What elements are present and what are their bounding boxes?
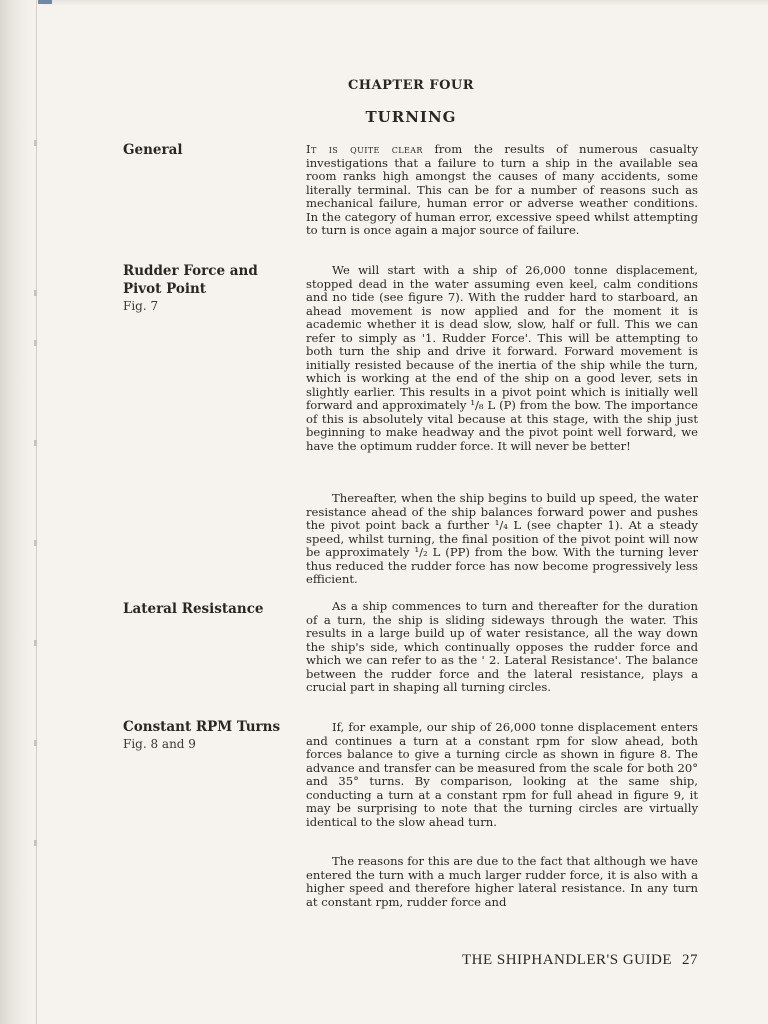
margin-tick: [34, 290, 37, 296]
section-heading-text: Rudder Force and Pivot Point: [123, 263, 258, 297]
margin-tick: [34, 640, 37, 646]
margin-tick: [34, 440, 37, 446]
paragraph-lateral-resistance-1: [306, 600, 698, 695]
paragraph-text: Thereafter, when the ship begins to build up speed, the water resistance ahead of the ship balances forward power and pushes the pivot point back a further ¹/₄ L (see chapter 1). At a steady speed, whilst turning, the final position of the pivot point will now be approximately ¹/₂ L (PP) from the bow. With the turning lever thus reduced the rudder force has now become progressively less efficient.: [306, 491, 698, 586]
figure-reference: Fig. 8 and 9: [123, 737, 196, 751]
paragraph-general-1: [306, 143, 698, 238]
margin-tick: [34, 540, 37, 546]
figure-reference: Fig. 7: [123, 299, 159, 313]
paragraph-text: As a ship commences to turn and thereafter for the duration of a turn, the ship is sliding sideways through the water. This results in a large build up of water resistance, all the way down the ship's side, which continually opposes the rudder force and which we can refer to as the ' 2. Lateral Resistance'. The balance between the rudder force and the lateral resistance, plays a crucial part in shaping all turning circles.: [306, 599, 698, 694]
section-heading-text: General: [123, 142, 183, 158]
margin-tick: [34, 740, 37, 746]
section-heading-lateral-resistance: [123, 600, 293, 618]
paragraph-text: from the results of numerous casualty investigations that a failure to turn a ship in the available sea room ranks high amongst the causes of many accidents, some literally terminal. This can be for a number of reasons such as mechanical failure, human error or adverse weather conditions. In the category of human error, excessive speed whilst attempting to turn is once again a major source of failure.: [306, 142, 698, 237]
page-number: 27: [682, 952, 698, 968]
section-heading-constant-rpm: [123, 718, 293, 752]
page-top-edge: [0, 0, 768, 6]
paragraph-text: We will start with a ship of 26,000 tonne displacement, stopped dead in the water assuming even keel, calm conditions and no tide (see figure 7). With the rudder hard to starboard, an ahead movement is now applied and for the moment it is academic whether it is dead slow, slow, half or full. This we can refer to simply as '1. Rudder Force'. This will be attempting to both turn the ship and drive it forward. Forward movement is initially resisted because of the inertia of the ship while the turn, which is working at the end of the ship on a good lever, sets in slightly earlier. This results in a pivot point which is initially well forward and approximately ¹/₈ L (P) from the bow. The importance of this is absolutely vital because at this stage, with the ship just beginning to make headway and the pivot point well forward, we have the optimum rudder force. It will never be better!: [306, 263, 698, 453]
paragraph-rudder-force-1: [306, 264, 698, 453]
paragraph-text: If, for example, our ship of 26,000 tonne displacement enters and continues a turn at a constant rpm for slow ahead, both forces balance to give a turning circle as shown in figure 8. The advance and transfer can be measured from the scale for both 20° and 35° turns. By comparison, looking at the same ship, conducting a turn at a constant rpm for full ahead in figure 9, it may be surprising to note that the turning circles are virtually identical to the slow ahead turn.: [306, 720, 698, 829]
section-heading-text: Constant RPM Turns: [123, 719, 281, 735]
section-heading-general: [123, 141, 293, 159]
chapter-label: CHAPTER FOUR: [347, 78, 475, 93]
margin-tick: [34, 340, 37, 346]
book-spine-line: [36, 0, 37, 1024]
paragraph-lead-small-caps: It is quite clear: [306, 142, 423, 156]
page-footer: [462, 952, 698, 969]
paragraph-text: The reasons for this are due to the fact that although we have entered the turn with a much larger rudder force, it is also with a higher speed and therefore higher lateral resistance. In any turn at constant rpm, rudder force and: [306, 854, 698, 909]
book-title: THE SHIPHANDLER'S GUIDE: [461, 952, 672, 968]
paragraph-rudder-force-2: [306, 492, 698, 587]
corner-tab-mark: [38, 0, 52, 4]
paragraph-constant-rpm-1: [306, 721, 698, 829]
chapter-title: TURNING: [365, 108, 457, 126]
margin-tick: [34, 840, 37, 846]
section-heading-text: Lateral Resistance: [123, 601, 264, 617]
section-heading-rudder-force: [123, 262, 293, 314]
margin-tick: [34, 140, 37, 146]
paragraph-constant-rpm-2: [306, 855, 698, 909]
